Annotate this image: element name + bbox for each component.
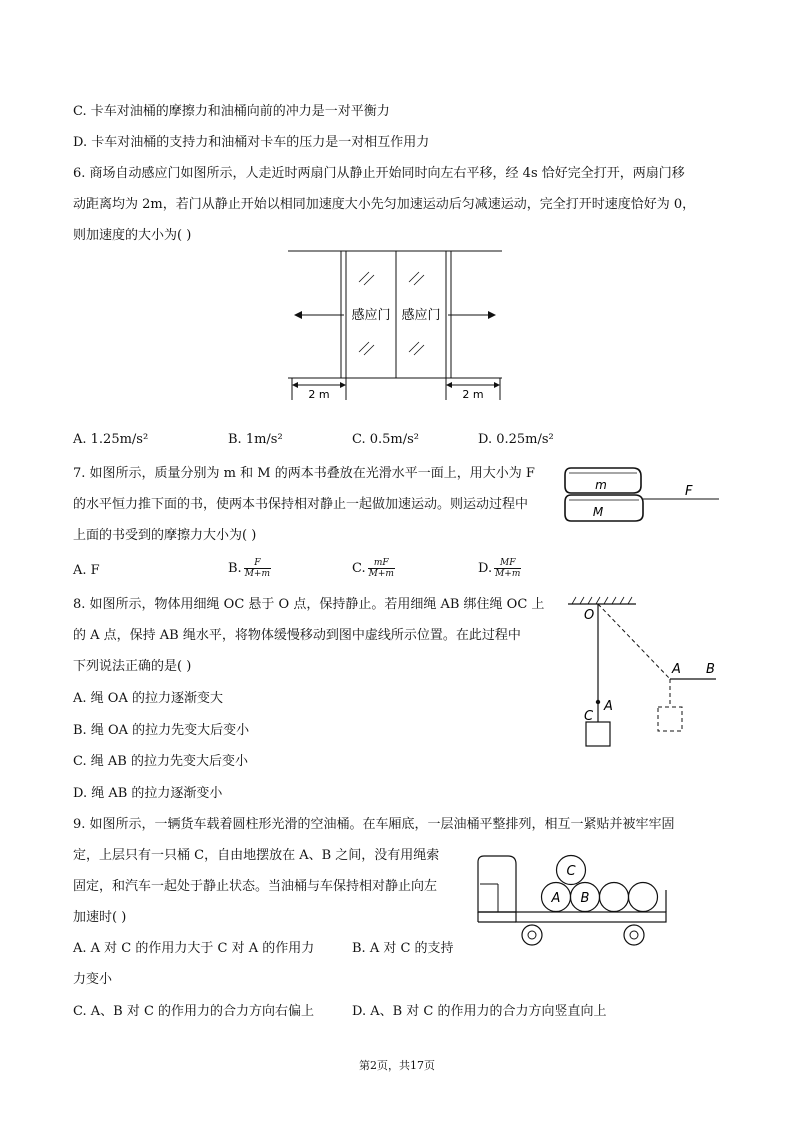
q6-option-c: C. 0.5m/s²: [352, 432, 420, 447]
page-footer: 第2页，共17页: [359, 1059, 435, 1072]
q9-option-b-line2: 力变小: [73, 972, 113, 987]
q5-option-c: C. 卡车对油桶的摩擦力和油桶向前的冲力是一对平衡力: [73, 104, 390, 119]
q7-option-d-fraction: [494, 558, 521, 579]
q6-option-a: A. 1.25m/s²: [73, 432, 149, 447]
q7-option-c: [352, 558, 395, 579]
point-c-label: C: [584, 709, 594, 724]
q7-d-denominator: M+m: [495, 569, 521, 579]
q7-option-d-prefix: D.: [478, 561, 493, 576]
rope-pendulum-figure: [560, 594, 722, 754]
q8-option-d: D. 绳 AB 的拉力逐渐变小: [73, 786, 223, 801]
sliding-door-figure: [280, 245, 510, 405]
point-b-label: B: [706, 662, 715, 677]
q7-option-d: [478, 558, 521, 579]
force-label: F: [685, 484, 693, 499]
barrel-a-label: A: [551, 891, 561, 906]
point-a2-label: A: [672, 662, 681, 677]
q7-option-b-prefix: B.: [228, 561, 242, 576]
q9-option-d: D. A、B 对 C 的作用力的合力方向竖直向上: [352, 1004, 607, 1019]
q7-c-numerator: mF: [368, 558, 395, 569]
barrel-b-label: B: [580, 891, 590, 906]
q5-option-d: D. 卡车对油桶的支持力和油桶对卡车的压力是一对相互作用力: [73, 135, 430, 150]
bottom-book-label: M: [592, 505, 604, 519]
right-door-label: 感应门: [401, 308, 441, 323]
q9-stem-line4: 加速时( ): [73, 910, 127, 925]
q7-c-denominator: M+m: [368, 569, 394, 579]
top-book-label: m: [595, 478, 607, 492]
q8-stem-line3: 下列说法正确的是( ): [73, 659, 192, 674]
right-distance-label: 2 m: [462, 388, 484, 401]
q8-option-c: C. 绳 AB 的拉力先变大后变小: [73, 754, 248, 769]
q7-option-a: A. F: [73, 563, 100, 578]
q8-stem-line2: 的 A 点，保持 AB 绳水平，将物体缓慢移动到图中虚线所示位置。在此过程中: [73, 628, 521, 643]
q7-stem-line1: 7. 如图所示，质量分别为 m 和 M 的两本书叠放在光滑水平一面上，用大小为 F: [73, 466, 535, 481]
q6-option-b: B. 1m/s²: [228, 432, 283, 447]
q6-stem-line1: 6. 商场自动感应门如图所示，人走近时两扇门从静止开始同时向左右平移，经 4s 恰好完全打开，两扇门移: [73, 166, 685, 181]
q9-stem-line1: 9. 如图所示，一辆货车载着圆柱形光滑的空油桶。在车厢底，一层油桶平整排列，相互一紧贴并被牢牢固: [73, 817, 675, 832]
q7-stem-line2: 的水平恒力推下面的书，使两本书保持相对静止一起做加速运动。则运动过程中: [73, 497, 529, 512]
q8-stem-line1: 8. 如图所示，物体用细绳 OC 悬于 O 点，保持静止。若用细绳 AB 绑住绳 OC 上: [73, 597, 545, 612]
q9-option-a: A. A 对 C 的作用力大于 C 对 A 的作用力: [73, 941, 315, 956]
q7-b-denominator: M+m: [244, 569, 270, 579]
left-distance-label: 2 m: [308, 388, 330, 401]
q9-option-c: C. A、B 对 C 的作用力的合力方向右偏上: [73, 1004, 315, 1019]
stacked-books-figure: [563, 462, 723, 524]
q7-option-b: [228, 558, 271, 579]
left-door-label: 感应门: [351, 308, 391, 323]
q7-option-b-fraction: [244, 558, 271, 579]
q7-stem-line3: 上面的书受到的摩擦力大小为( ): [73, 528, 257, 543]
q6-stem-line2: 动距离均为 2m，若门从静止开始以相同加速度大小先匀加速运动后匀减速运动，完全打开时速度恰好为 0，: [73, 197, 696, 212]
point-a-label: A: [604, 699, 613, 714]
q9-option-b-line1: B. A 对 C 的支持: [352, 941, 454, 956]
barrel-c-label: C: [566, 864, 576, 879]
q7-b-numerator: F: [244, 558, 271, 569]
q6-option-d: D. 0.25m/s²: [478, 432, 554, 447]
q7-option-c-prefix: C.: [352, 561, 366, 576]
q6-stem-line3: 则加速度的大小为( ): [73, 228, 192, 243]
q8-option-a: A. 绳 OA 的拉力逐渐变大: [73, 691, 223, 706]
q9-stem-line2: 定，上层只有一只桶 C，自由地摆放在 A、B 之间，没有用绳索: [73, 848, 440, 863]
point-o-label: O: [584, 608, 595, 623]
oil-barrel-truck-figure: [474, 850, 674, 950]
q9-stem-line3: 固定，和汽车一起处于静止状态。当油桶与车保持相对静止向左: [73, 879, 438, 894]
q7-d-numerator: MF: [494, 558, 521, 569]
q7-option-c-fraction: [368, 558, 395, 579]
q8-option-b: B. 绳 OA 的拉力先变大后变小: [73, 723, 250, 738]
